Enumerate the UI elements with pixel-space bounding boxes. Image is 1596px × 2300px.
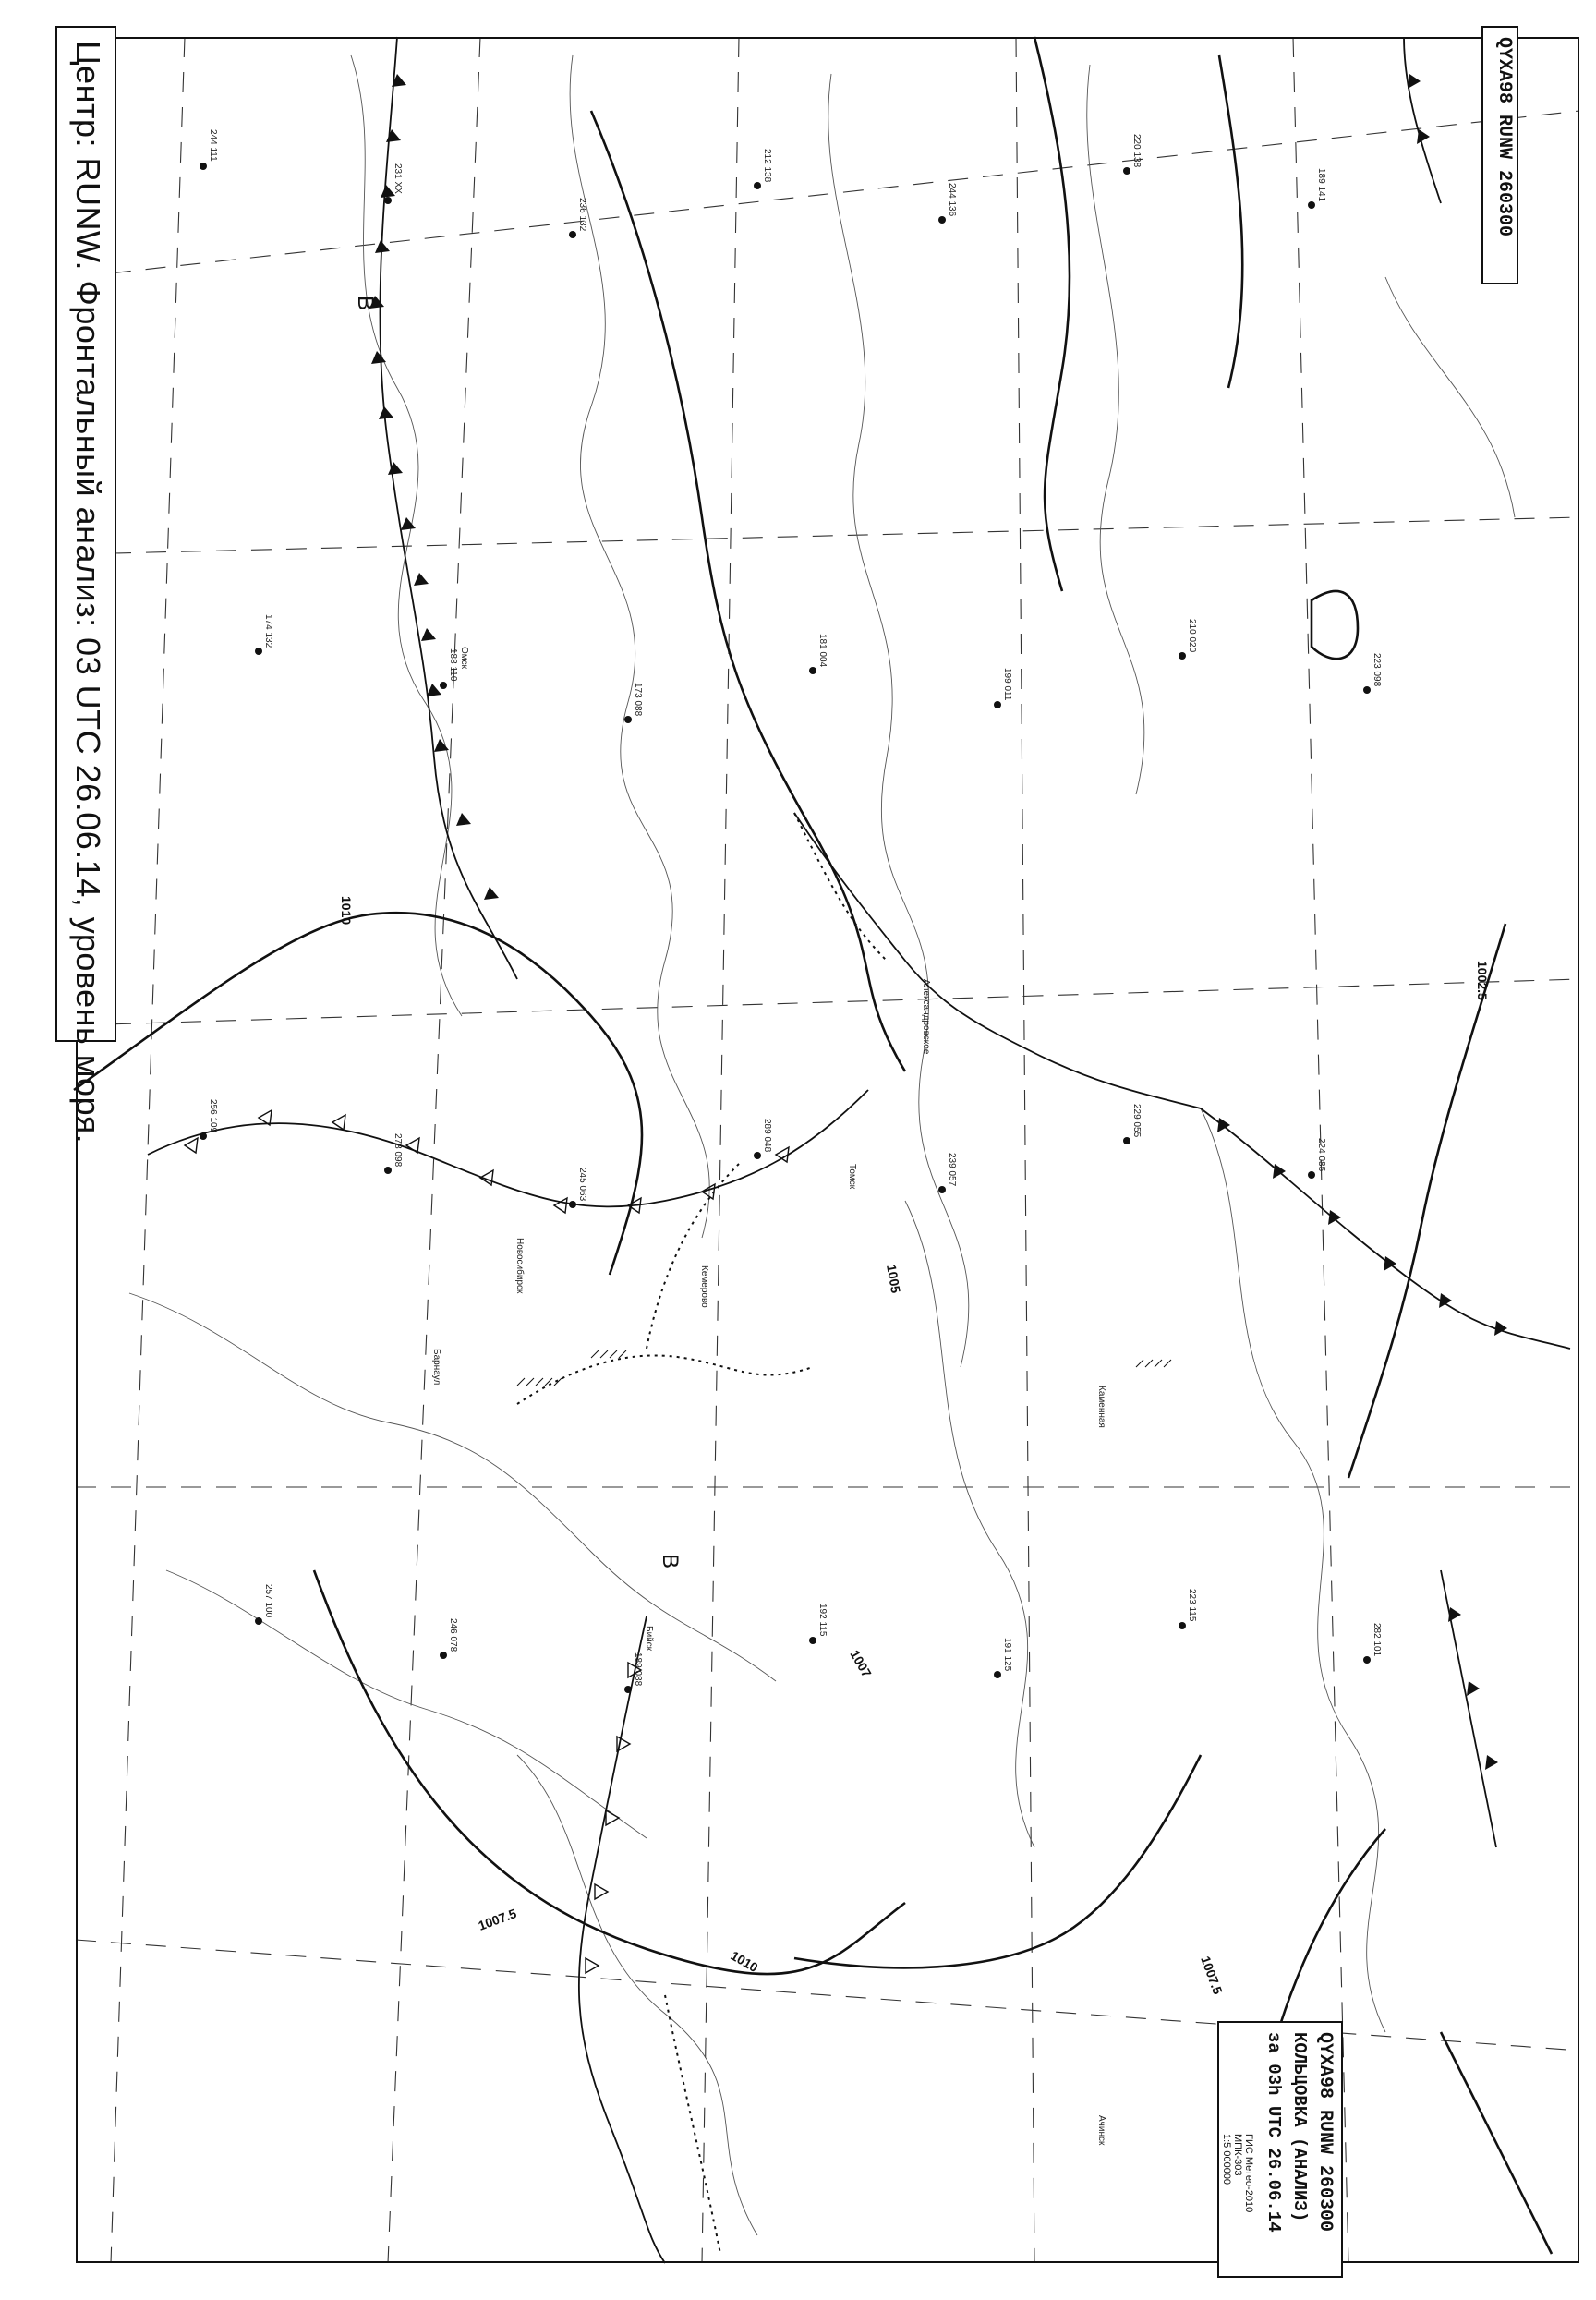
title-block	[1217, 2021, 1343, 2278]
title-block-version: 1:5 000000	[1221, 2134, 1232, 2185]
station-value: 278 098	[393, 1133, 403, 1168]
title-block-name: КОЛЬЦОВКА (АНАЛИЗ)	[1289, 2032, 1310, 2222]
isobar-label: 1002.5	[1475, 961, 1490, 1000]
station-value: 220 138	[1131, 134, 1142, 168]
title-block-time: за 03h UTC 26.06.14	[1264, 2032, 1284, 2233]
isobar-label: 1005	[884, 1263, 904, 1295]
city-label: Томск	[847, 1164, 857, 1190]
station-value: 256 109	[208, 1099, 218, 1133]
isobar-label: 1007.5	[1198, 1954, 1226, 1997]
header-code: QYXA98 RUNW 260300	[1493, 37, 1515, 237]
station-value: 192 115	[817, 1604, 828, 1637]
chart-title: Центр: RUNW. Фронтальный анализ: 03 UTC 26.06.14, уровень моря.	[69, 41, 107, 1144]
title-block-version: ГИС Метео-2010	[1243, 2134, 1254, 2213]
station-value: 191 125	[1002, 1638, 1012, 1672]
station-value: 282 101	[1372, 1623, 1382, 1657]
isobar-label: 1010	[728, 1947, 761, 1976]
isobar-label: 1007	[847, 1647, 875, 1680]
station-value: 223 098	[1372, 653, 1382, 687]
city-label: Кемерово	[699, 1265, 709, 1308]
title-block-code: QYXA98 RUNW 260300	[1314, 2032, 1336, 2233]
station-value: 231 XX	[393, 163, 403, 194]
station-value: 189 141	[1316, 168, 1326, 202]
header-code-panel	[1481, 26, 1518, 284]
high-pressure-letter: В	[353, 296, 378, 311]
high-pressure-letter: В	[658, 1554, 683, 1569]
city-label: Омск	[459, 647, 469, 670]
station-value: 236 132	[577, 198, 587, 232]
station-value: 188 110	[448, 648, 458, 682]
city-label: Ачинск	[1096, 2115, 1106, 2146]
station-value: 223 115	[1187, 1589, 1197, 1622]
city-label: Новосибирск	[514, 1238, 525, 1294]
station-value: 257 100	[263, 1584, 273, 1618]
map-frame	[76, 37, 1579, 2263]
title-block-version: МПК-303	[1232, 2134, 1243, 2176]
station-value: 212 138	[762, 149, 772, 183]
station-value: 199 011	[1002, 668, 1012, 701]
city-label: Бийск	[644, 1626, 654, 1652]
city-label: Александровское	[921, 979, 931, 1055]
station-value: 189 088	[633, 1652, 643, 1687]
station-value: 246 078	[448, 1618, 458, 1652]
station-value: 210 020	[1187, 619, 1197, 653]
isobar-label: 1010	[339, 896, 354, 926]
station-value: 244 136	[947, 183, 957, 217]
station-value: 229 055	[1131, 1104, 1142, 1138]
station-value: 289 048	[762, 1119, 772, 1153]
station-value: 174 132	[263, 614, 273, 648]
station-value: 239 057	[947, 1153, 957, 1187]
station-value: 181 004	[817, 634, 828, 668]
city-label: Каменная	[1096, 1386, 1106, 1428]
station-value: 224 085	[1316, 1138, 1326, 1172]
city-label: Барнаул	[431, 1349, 441, 1386]
station-value: 244 111	[208, 129, 218, 162]
isobar-label: 1007.5	[476, 1906, 519, 1933]
station-value: 245 063	[577, 1168, 587, 1202]
title-panel	[55, 26, 116, 1144]
station-value: 173 088	[633, 683, 643, 717]
